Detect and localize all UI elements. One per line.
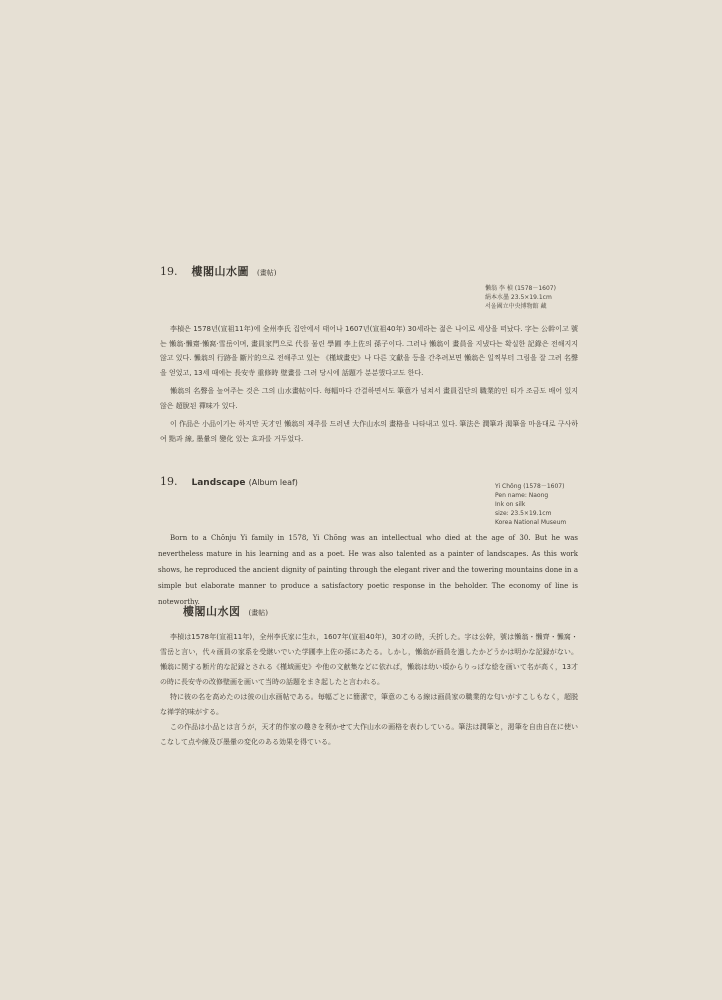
korean-paragraph: 이 作品은 小品이기는 하지만 天才인 懶翁의 재주를 드러낸 大作山水의 畫格을 나타내고 있다. 筆法은 潤筆과 渴筆을 마음대로 구사하여 點과 線, 墨暈의 變化 있는 효과를 거두었다.: [160, 420, 578, 443]
meta-line: Korea National Museum: [495, 519, 567, 526]
english-title: [192, 478, 298, 488]
japanese-title: 樓閣山水図: [183, 605, 241, 618]
korean-title: 樓閣山水圖: [191, 265, 249, 278]
english-title-note: (Album leaf): [248, 478, 298, 487]
japanese-subtitle: (畫帖): [248, 609, 268, 617]
english-title-text: Landscape: [191, 478, 246, 488]
korean-artwork-meta: [485, 284, 556, 311]
english-heading: [160, 475, 298, 488]
japanese-paragraph: 李楨は1578年(宣祖11年)，全州李氏家に生れ，1607年(宣祖40年)，30才の時，夭折した。字は公幹，號は懶翁・懶齊・懶窩・雪岳と言い，代々画員の家系を受継いでいた学圃李上佐の孫にあたる。しかし，懶翁が画員を過したかどうかは明かな記録がない。懶翁に関する断片的な記録とされる《槿域画史》や他の文献集などに依れば，懶翁は幼い頃からりっぱな絵を画いて名が高く，13才の時に長安寺の改修壁画を画いて当時の話題をまき起したと言われる。: [160, 633, 578, 686]
korean-paragraph: 李楨은 1578년(宣祖11年)에 全州李氏 집안에서 태어나 1607년(宣祖40年) 30세라는 젊은 나이로 세상을 떠났다. 字는 公幹이고 號는 懶翁·懶齋·懶窩·雪岳이며, 畫員家門으로 代를 물린 學圃 李上佐의 孫子이다. 그러나 懶翁이 畫員을 지냈다는 확실한 記錄은 전해지지 않고 있다. 懶翁의 行跡을 斷片的으로 전해주고 있는 《槿域畫史》나 다른 文獻을 등을 간추려보면 懶翁은 일찍부터 그림을 잘 그려 名聲을 얻었고, 13세 때에는 長安寺 重修時 壁畫를 그려 당시에 話題가 분분했다고도 한다.: [160, 325, 578, 377]
japanese-paragraph: この作品は小品とは言うが，天才的作家の趣きを利かせて大作山水の画格を表わしている。筆法は潤筆と，渇筆を自由自在に使いこなして点や線及び墨暈の変化のある効果を得ている。: [160, 723, 578, 746]
english-plate-number: 19.: [160, 475, 178, 488]
meta-line: Ink on silk: [495, 501, 526, 508]
korean-heading: [160, 263, 276, 279]
english-body: [158, 530, 578, 610]
meta-line: 絹本水墨 23.5×19.1cm: [485, 294, 552, 301]
meta-line: 서울國立中央博物館 藏: [485, 303, 547, 310]
korean-plate-number: 19.: [160, 265, 178, 278]
meta-line: size: 23.5×19.1cm: [495, 510, 552, 517]
japanese-body: [160, 630, 578, 750]
korean-subtitle: (畫帖): [257, 269, 277, 277]
korean-paragraph: 懶翁의 名聲을 높여주는 것은 그의 山水畫帖이다. 每幅마다 간결하면서도 筆意가 넘쳐서 畫員집단의 職業的인 티가 조금도 배어 있지 않은 超脫된 禪味가 있다.: [160, 387, 578, 410]
english-paragraph: Born to a Chŏnju Yi family in 1578, Yi Chŏng was an intellectual who died at the age of 30. But he was nevertheless mature in his learning and as a poet. He was also talented as a painter of landscapes. As this work shows, he reproduced the ancient dignity of painting through the elegant river and the towering mountains done in a simple but elaborate manner to produce a satisfactory poetic response in the beholder. The economy of line is noteworthy.: [158, 534, 578, 606]
english-artwork-meta: [495, 482, 566, 527]
japanese-paragraph: 特に彼の名を高めたのは彼の山水画帖である。毎幅ごとに簡潔で，筆意のこもる線は画員家の職業的な匂いがすこしもなく，超脱な禅学的味がする。: [160, 693, 578, 716]
japanese-heading: [183, 603, 268, 619]
korean-body: [160, 322, 578, 450]
meta-line: Yi Chŏng (1578－1607): [495, 483, 565, 490]
meta-line: Pen name: Naong: [495, 492, 549, 499]
meta-line: 懶翁 李 楨 (1578－1607): [485, 285, 556, 292]
